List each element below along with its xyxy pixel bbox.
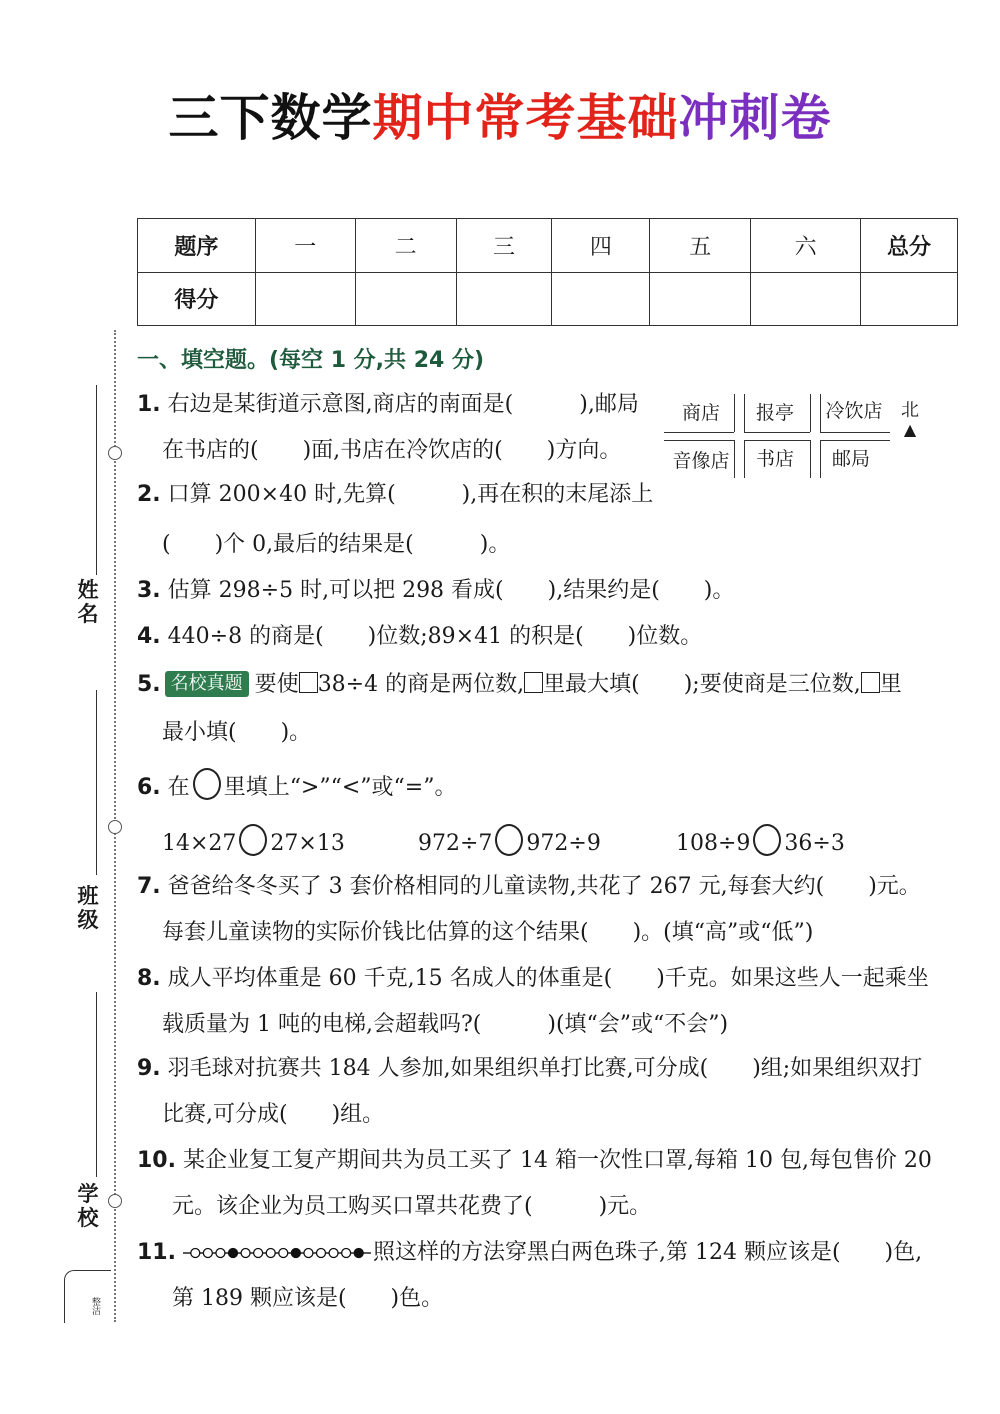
map-road-line bbox=[810, 394, 811, 432]
map-road-line bbox=[734, 394, 735, 432]
school-write-line bbox=[96, 992, 97, 1177]
white-bead bbox=[266, 1249, 275, 1258]
question-text: ( )个 0,最后的结果是( )。 bbox=[162, 532, 511, 557]
question-text: 羽毛球对抗赛共 184 人参加,如果组织单打比赛,可分成( )组;如果组织双打 bbox=[167, 1056, 923, 1081]
white-bead bbox=[203, 1249, 212, 1258]
map-cell: 商店 bbox=[681, 402, 720, 424]
question-1-line-2 bbox=[162, 436, 621, 466]
score-cell[interactable] bbox=[861, 272, 958, 326]
compare-right: 972÷9 bbox=[526, 831, 601, 856]
section-heading: 一、填空题。(每空 1 分,共 24 分) bbox=[137, 348, 485, 373]
compass bbox=[900, 396, 920, 438]
question-text: 口算 200×40 时,先算( ),再在积的末尾添上 bbox=[167, 482, 654, 507]
white-bead bbox=[279, 1249, 288, 1258]
compare-item bbox=[676, 824, 845, 859]
map-road-line bbox=[734, 440, 735, 478]
black-bead bbox=[291, 1249, 300, 1258]
score-cell[interactable] bbox=[456, 272, 552, 326]
question-4 bbox=[137, 622, 702, 652]
score-cell[interactable] bbox=[255, 272, 355, 326]
question-9 bbox=[137, 1054, 922, 1084]
question-text: 某企业复工复产期间共为员工买了 14 箱一次性口罩,每箱 10 包,每包售价 20 bbox=[182, 1148, 932, 1173]
question-text: 440÷8 的商是( )位数;89×41 的积是( )位数。 bbox=[167, 624, 703, 649]
map-road-line bbox=[820, 432, 890, 433]
white-bead bbox=[191, 1249, 200, 1258]
question-11-line-2 bbox=[172, 1284, 443, 1314]
blank-square-icon bbox=[299, 672, 318, 693]
question-text: 里 bbox=[879, 672, 902, 697]
north-label: 北 bbox=[901, 400, 919, 421]
compare-item bbox=[418, 824, 601, 859]
question-text: 爸爸给冬冬买了 3 套价格相同的儿童读物,共花了 267 元,每套大约( )元。 bbox=[167, 874, 921, 899]
score-header-cell: 三 bbox=[456, 219, 552, 273]
white-bead bbox=[254, 1249, 263, 1258]
compare-left: 14×27 bbox=[162, 831, 237, 856]
street-map bbox=[664, 392, 894, 480]
question-5 bbox=[137, 670, 902, 700]
blank-square-icon bbox=[524, 672, 543, 693]
score-header-cell: 四 bbox=[552, 219, 650, 273]
score-cell[interactable] bbox=[552, 272, 650, 326]
white-bead bbox=[316, 1249, 325, 1258]
score-table-header-row bbox=[138, 219, 958, 273]
question-text: 要使 bbox=[254, 672, 299, 697]
compare-right: 27×13 bbox=[270, 831, 345, 856]
question-3 bbox=[137, 576, 734, 606]
score-header-cell: 题序 bbox=[138, 219, 256, 273]
map-cell: 书店 bbox=[755, 448, 794, 470]
score-cell[interactable] bbox=[650, 272, 751, 326]
question-number: 4. bbox=[137, 624, 161, 649]
compare-circle[interactable] bbox=[495, 824, 523, 856]
question-text: 照这样的方法穿黑白两色珠子,第 124 颗应该是( )色, bbox=[372, 1240, 923, 1265]
question-number: 10. bbox=[137, 1148, 176, 1173]
score-header-cell: 五 bbox=[650, 219, 751, 273]
school-label: 学校 bbox=[77, 1182, 99, 1230]
name-label: 姓名 bbox=[77, 578, 99, 626]
title-part-3: 冲刺卷 bbox=[678, 89, 832, 147]
question-text: 在 bbox=[167, 775, 190, 800]
map-road-line bbox=[820, 440, 890, 441]
question-2 bbox=[137, 480, 653, 510]
map-road-line bbox=[664, 432, 734, 433]
question-text: 比赛,可分成( )组。 bbox=[162, 1102, 385, 1127]
score-cell[interactable] bbox=[355, 272, 456, 326]
question-10 bbox=[137, 1146, 932, 1176]
question-11 bbox=[137, 1238, 922, 1268]
score-cell[interactable] bbox=[751, 272, 861, 326]
score-row-label: 得分 bbox=[138, 272, 256, 326]
compare-item bbox=[162, 824, 345, 859]
black-bead bbox=[228, 1249, 237, 1258]
white-bead bbox=[342, 1249, 351, 1258]
neatness-box bbox=[64, 1270, 111, 1323]
binding-hole-icon bbox=[108, 446, 122, 460]
score-header-cell: 一 bbox=[255, 219, 355, 273]
compare-circle[interactable] bbox=[239, 824, 267, 856]
map-road-line bbox=[744, 440, 810, 441]
question-5-line-2 bbox=[162, 718, 311, 748]
map-road-line bbox=[820, 440, 821, 478]
map-cell: 邮局 bbox=[831, 448, 870, 470]
score-header-cell: 二 bbox=[355, 219, 456, 273]
question-number: 8. bbox=[137, 966, 161, 991]
map-cell: 报亭 bbox=[755, 402, 794, 424]
blank-circle-icon bbox=[193, 768, 221, 800]
question-text: 右边是某街道示意图,商店的南面是( ),邮局 bbox=[167, 392, 639, 417]
question-text: 里填上“>”“<”或“=”。 bbox=[223, 775, 457, 800]
white-bead bbox=[329, 1249, 338, 1258]
map-cell: 音像店 bbox=[672, 450, 730, 472]
map-road-line bbox=[810, 440, 811, 478]
score-header-cell: 六 bbox=[751, 219, 861, 273]
question-number: 3. bbox=[137, 578, 161, 603]
question-1 bbox=[137, 390, 639, 420]
bead-string-icon bbox=[183, 1243, 371, 1263]
compare-left: 972÷7 bbox=[418, 831, 493, 856]
question-text: 每套儿童读物的实际价钱比估算的这个结果( )。(填“高”或“低”) bbox=[162, 920, 814, 945]
question-number: 5. bbox=[137, 672, 161, 697]
question-text: 估算 298÷5 时,可以把 298 看成( ),结果约是( )。 bbox=[167, 578, 735, 603]
map-road-line bbox=[744, 394, 745, 432]
question-text: 载质量为 1 吨的电梯,会超载吗?( )(填“会”或“不会”) bbox=[162, 1012, 729, 1037]
name-write-line bbox=[96, 385, 97, 575]
question-8 bbox=[137, 964, 929, 994]
famous-school-badge: 名校真题 bbox=[165, 671, 249, 697]
black-bead bbox=[354, 1249, 363, 1258]
question-text: 第 189 颗应该是( )色。 bbox=[172, 1286, 444, 1311]
map-cell: 冷饮店 bbox=[825, 400, 883, 422]
class-write-line bbox=[96, 690, 97, 875]
question-text: 成人平均体重是 60 千克,15 名成人的体重是( )千克。如果这些人一起乘坐 bbox=[167, 966, 929, 991]
question-9-line-2 bbox=[162, 1100, 384, 1130]
question-text: 里最大填( );要使商是三位数, bbox=[543, 672, 861, 697]
title-part-2: 期中常考基础 bbox=[372, 89, 679, 147]
question-7-line-2 bbox=[162, 918, 813, 948]
score-table-score-row bbox=[138, 272, 958, 326]
score-header-cell: 总分 bbox=[861, 219, 958, 273]
class-label: 班级 bbox=[77, 884, 99, 932]
title-part-1: 三下数学 bbox=[168, 89, 373, 147]
neatness-label: 整洁 bbox=[90, 1297, 100, 1315]
question-number: 9. bbox=[137, 1056, 161, 1081]
question-text: 最小填( )。 bbox=[162, 720, 312, 745]
white-bead bbox=[216, 1249, 225, 1258]
question-number: 7. bbox=[137, 874, 161, 899]
map-road-line bbox=[664, 440, 734, 441]
white-bead bbox=[241, 1249, 250, 1258]
map-road-line bbox=[744, 432, 810, 433]
map-road-line bbox=[744, 440, 745, 478]
page-title bbox=[0, 88, 1000, 148]
question-number: 2. bbox=[137, 482, 161, 507]
compare-right: 36÷3 bbox=[784, 831, 845, 856]
question-text: 38÷4 的商是两位数, bbox=[317, 672, 525, 697]
question-text: 元。该企业为员工购买口罩共花费了( )元。 bbox=[172, 1194, 652, 1219]
question-8-line-2 bbox=[162, 1010, 728, 1040]
compare-circle[interactable] bbox=[753, 824, 781, 856]
question-10-line-2 bbox=[172, 1192, 651, 1222]
question-number: 6. bbox=[137, 775, 161, 800]
question-number: 1. bbox=[137, 392, 161, 417]
score-table bbox=[137, 218, 958, 326]
question-2-line-2 bbox=[162, 530, 510, 560]
blank-square-icon bbox=[861, 672, 880, 693]
binding-hole-icon bbox=[108, 1194, 122, 1208]
question-number: 11. bbox=[137, 1240, 176, 1265]
white-bead bbox=[304, 1249, 313, 1258]
binding-hole-icon bbox=[108, 820, 122, 834]
north-arrow-icon: ▲ bbox=[903, 420, 917, 439]
map-road-line bbox=[820, 394, 821, 432]
compare-left: 108÷9 bbox=[676, 831, 751, 856]
question-6 bbox=[137, 768, 456, 803]
question-7 bbox=[137, 872, 921, 902]
question-text: 在书店的( )面,书店在冷饮店的( )方向。 bbox=[162, 438, 622, 463]
